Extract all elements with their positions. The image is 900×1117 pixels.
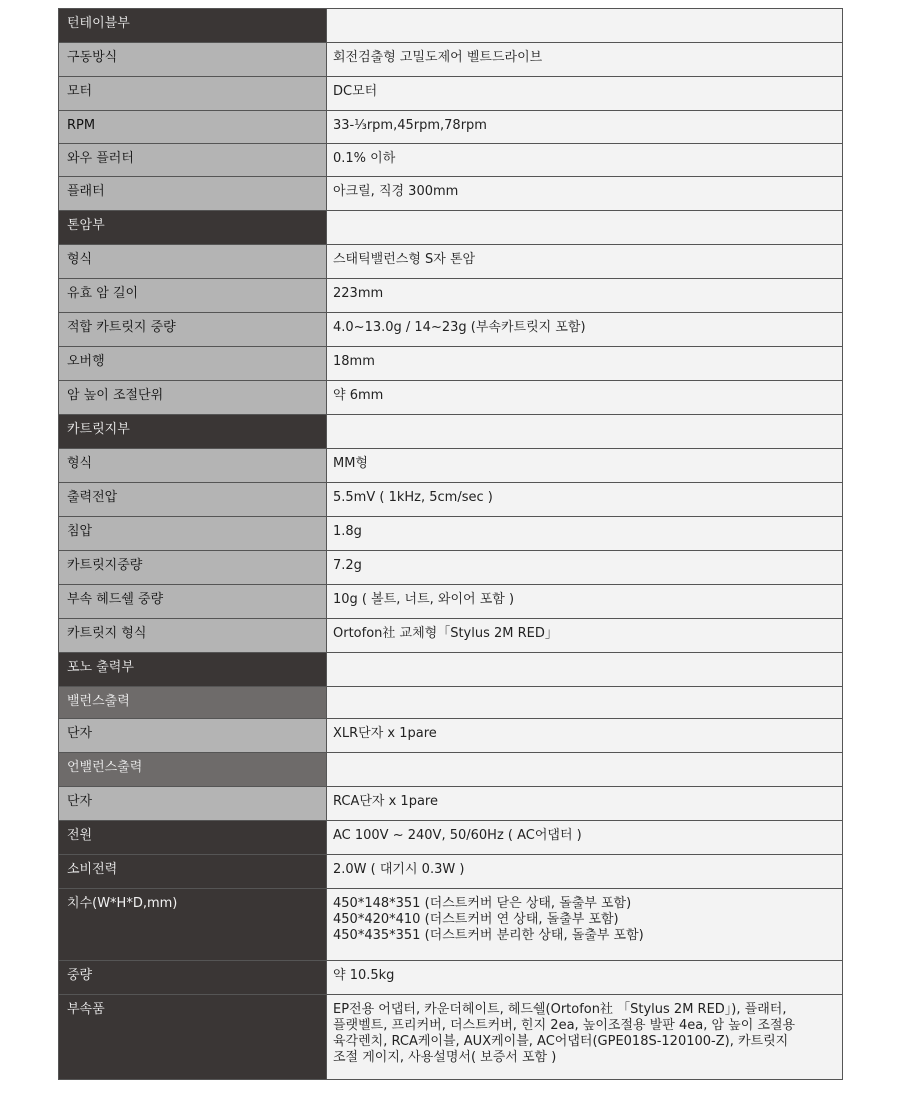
- spec-label: 카트릿지중량: [59, 551, 327, 585]
- section-turntable: [59, 9, 843, 43]
- section-value: [327, 9, 843, 43]
- spec-label: 유효 암 길이: [59, 279, 327, 313]
- section-label: 전원: [59, 821, 327, 855]
- spec-label: 오버행: [59, 347, 327, 381]
- spec-row: [59, 719, 843, 753]
- spec-label: 암 높이 조절단위: [59, 381, 327, 415]
- spec-label: 카트릿지 형식: [59, 619, 327, 653]
- spec-value: DC모터: [327, 77, 843, 111]
- spec-row: [59, 177, 843, 211]
- subsection-unbalanced: [59, 753, 843, 787]
- spec-label: 플래터: [59, 177, 327, 211]
- section-power: [59, 821, 843, 855]
- spec-label: 단자: [59, 787, 327, 821]
- section-value: [327, 653, 843, 687]
- section-cartridge: [59, 415, 843, 449]
- spec-value: Ortofon社 교체형「Stylus 2M RED」: [327, 619, 843, 653]
- section-weight: [59, 961, 843, 995]
- subsection-label: 언밸런스출력: [59, 753, 327, 787]
- section-label: 턴테이블부: [59, 9, 327, 43]
- spec-value: 223mm: [327, 279, 843, 313]
- spec-label: 와우 플러터: [59, 144, 327, 177]
- spec-label: RPM: [59, 111, 327, 144]
- spec-label: 침압: [59, 517, 327, 551]
- accessory-line: EP전용 어댑터, 카운더헤이트, 헤드쉘(Ortofon社 「Stylus 2M RED」), 플래터,: [333, 1002, 787, 1017]
- section-value: [327, 415, 843, 449]
- section-phono-output: [59, 653, 843, 687]
- spec-label: 적합 카트릿지 중량: [59, 313, 327, 347]
- spec-row: [59, 347, 843, 381]
- section-label: 카트릿지부: [59, 415, 327, 449]
- spec-row: [59, 313, 843, 347]
- section-tonearm: [59, 211, 843, 245]
- spec-value: 18mm: [327, 347, 843, 381]
- spec-value: AC 100V ~ 240V, 50/60Hz ( AC어댑터 ): [327, 821, 843, 855]
- subsection-value: [327, 753, 843, 787]
- spec-value: RCA단자 x 1pare: [327, 787, 843, 821]
- spec-row: [59, 517, 843, 551]
- spec-value: 5.5mV ( 1kHz, 5cm/sec ): [327, 483, 843, 517]
- spec-value: 아크릴, 직경 300mm: [327, 177, 843, 211]
- spec-value: 약 10.5kg: [327, 961, 843, 995]
- spec-row: [59, 77, 843, 111]
- subsection-balanced: [59, 687, 843, 719]
- dimension-line: 450*435*351 (더스트커버 분리한 상태, 돌출부 포함): [333, 928, 644, 943]
- section-value: [327, 211, 843, 245]
- spec-table: [58, 8, 843, 1080]
- spec-row: [59, 551, 843, 585]
- accessory-line: 조절 게이지, 사용설명서( 보증서 포함 ): [333, 1050, 557, 1065]
- spec-label: 단자: [59, 719, 327, 753]
- spec-value: 0.1% 이하: [327, 144, 843, 177]
- spec-value: 회전검출형 고밀도제어 벨트드라이브: [327, 43, 843, 77]
- spec-value-multiline: [327, 889, 843, 961]
- subsection-value: [327, 687, 843, 719]
- spec-value: XLR단자 x 1pare: [327, 719, 843, 753]
- section-accessories: [59, 995, 843, 1080]
- spec-value: 약 6mm: [327, 381, 843, 415]
- section-label: 소비전력: [59, 855, 327, 889]
- spec-label: 모터: [59, 77, 327, 111]
- spec-label: 형식: [59, 245, 327, 279]
- dimension-line: 450*420*410 (더스트커버 연 상태, 돌출부 포함): [333, 912, 619, 927]
- spec-row: [59, 279, 843, 313]
- section-label: 부속품: [59, 995, 327, 1080]
- spec-value: 10g ( 볼트, 너트, 와이어 포함 ): [327, 585, 843, 619]
- dimension-line: 450*148*351 (더스트커버 닫은 상태, 돌출부 포함): [333, 896, 632, 911]
- spec-value: 7.2g: [327, 551, 843, 585]
- spec-row: [59, 449, 843, 483]
- section-label: 중량: [59, 961, 327, 995]
- section-dimensions: [59, 889, 843, 961]
- section-label: 포노 출력부: [59, 653, 327, 687]
- accessory-line: 육각렌치, RCA케이블, AUX케이블, AC어댑터(GPE018S-120100-Z), 카트릿지: [333, 1034, 789, 1049]
- section-label: 톤암부: [59, 211, 327, 245]
- spec-row: [59, 144, 843, 177]
- spec-label: 구동방식: [59, 43, 327, 77]
- spec-row: [59, 787, 843, 821]
- section-power-consumption: [59, 855, 843, 889]
- spec-row: [59, 483, 843, 517]
- spec-row: [59, 619, 843, 653]
- spec-value: 1.8g: [327, 517, 843, 551]
- spec-row: [59, 585, 843, 619]
- spec-label: 형식: [59, 449, 327, 483]
- subsection-label: 밸런스출력: [59, 687, 327, 719]
- spec-value: 4.0~13.0g / 14~23g (부속카트릿지 포함): [327, 313, 843, 347]
- section-label: 치수(W*H*D,mm): [59, 889, 327, 961]
- accessory-line: 플랫벨트, 프리커버, 더스트커버, 힌지 2ea, 높이조절용 발판 4ea, 암 높이 조절용: [333, 1018, 796, 1033]
- spec-value: 스태틱밸런스형 S자 톤암: [327, 245, 843, 279]
- spec-label: 출력전압: [59, 483, 327, 517]
- spec-row: [59, 43, 843, 77]
- spec-value: 2.0W ( 대기시 0.3W ): [327, 855, 843, 889]
- spec-value: 33-⅓rpm,45rpm,78rpm: [327, 111, 843, 144]
- spec-row: [59, 111, 843, 144]
- spec-row: [59, 245, 843, 279]
- spec-value: MM형: [327, 449, 843, 483]
- spec-label: 부속 헤드쉘 중량: [59, 585, 327, 619]
- spec-value-multiline: [327, 995, 843, 1080]
- spec-row: [59, 381, 843, 415]
